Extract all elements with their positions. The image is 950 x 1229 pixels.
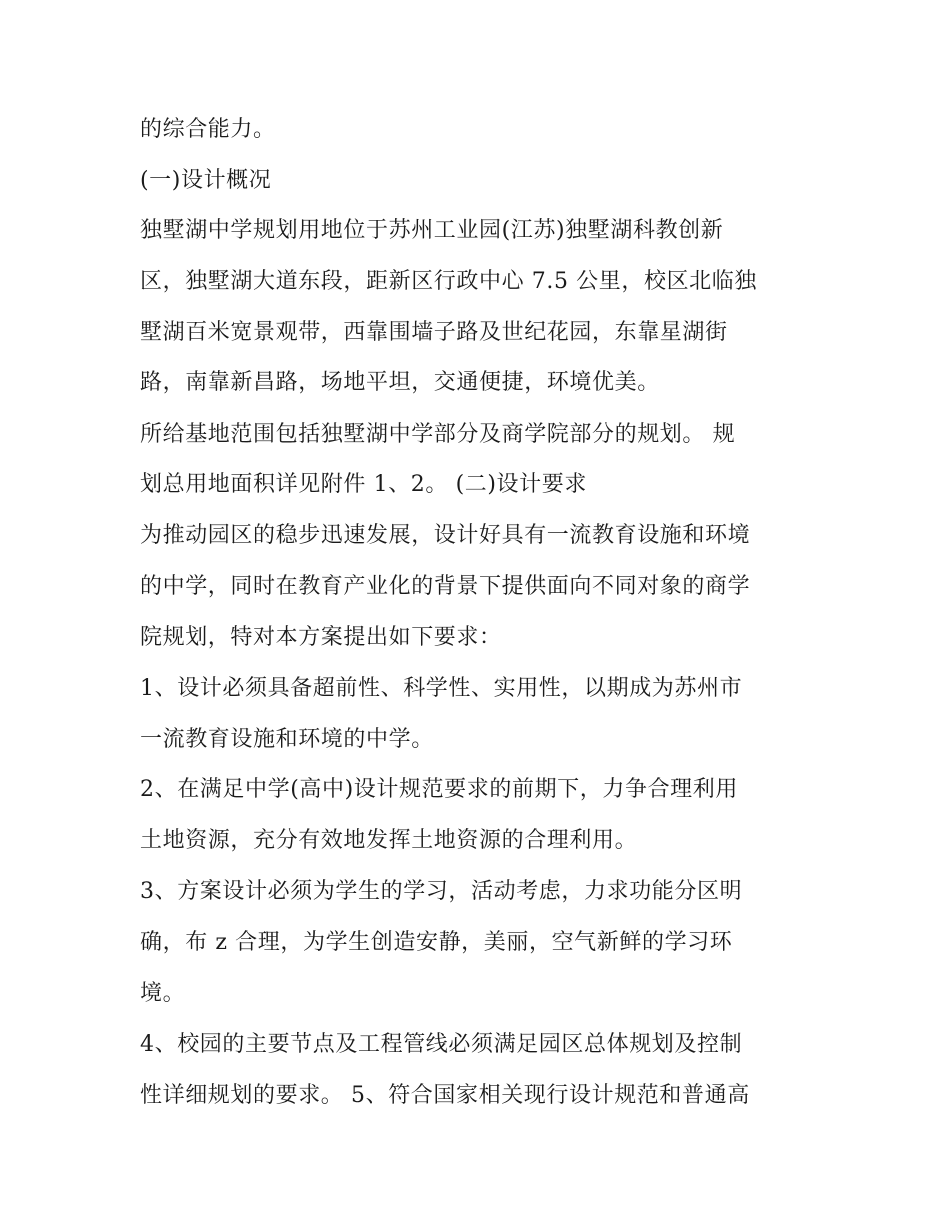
list-item: 4、校园的主要节点及工程管线必须满足园区总体规划及控制 <box>140 1032 743 1057</box>
text-line: 确，布 z 合理，为学生创造安静，美丽，空气新鲜的学习环 <box>140 930 733 955</box>
text-line: 的中学，同时在教育产业化的背景下提供面向不同对象的商学 <box>140 574 751 599</box>
text-line: 墅湖百米宽景观带，西靠围墙子路及世纪花园，东靠星湖街 <box>140 320 728 345</box>
section-heading-overview: (一)设计概况 <box>140 168 272 193</box>
text-line: 的综合能力。 <box>140 117 276 142</box>
text-line: 一流教育设施和环境的中学。 <box>140 727 434 752</box>
text-line: 性详细规划的要求。 5、符合国家相关现行设计规范和普通高 <box>140 1083 750 1108</box>
text-line: 划总用地面积详见附件 1、2。 (二)设计要求 <box>140 472 587 497</box>
list-item: 2、在满足中学(高中)设计规范要求的前期下，力争合理利用 <box>140 777 738 802</box>
text-line: 所给基地范围包括独墅湖中学部分及商学院部分的规划。 规 <box>140 422 736 447</box>
text-line: 土地资源，充分有效地发挥土地资源的合理利用。 <box>140 828 638 853</box>
text-line: 境。 <box>140 981 186 1006</box>
list-item: 3、方案设计必须为学生的学习，活动考虑，力求功能分区明 <box>140 879 743 904</box>
text-line: 院规划，特对本方案提出如下要求： <box>140 625 502 650</box>
text-line: 区，独墅湖大道东段，距新区行政中心 7.5 公里，校区北临独 <box>140 269 757 294</box>
text-line: 为推动园区的稳步迅速发展，设计好具有一流教育设施和环境 <box>140 523 751 548</box>
list-item: 1、设计必须具备超前性、科学性、实用性，以期成为苏州市 <box>140 676 743 701</box>
text-line: 路，南靠新昌路，场地平坦，交通便捷，环境优美。 <box>140 370 660 395</box>
text-line: 独墅湖中学规划用地位于苏州工业园(江苏)独墅湖科教创新 <box>140 218 724 243</box>
